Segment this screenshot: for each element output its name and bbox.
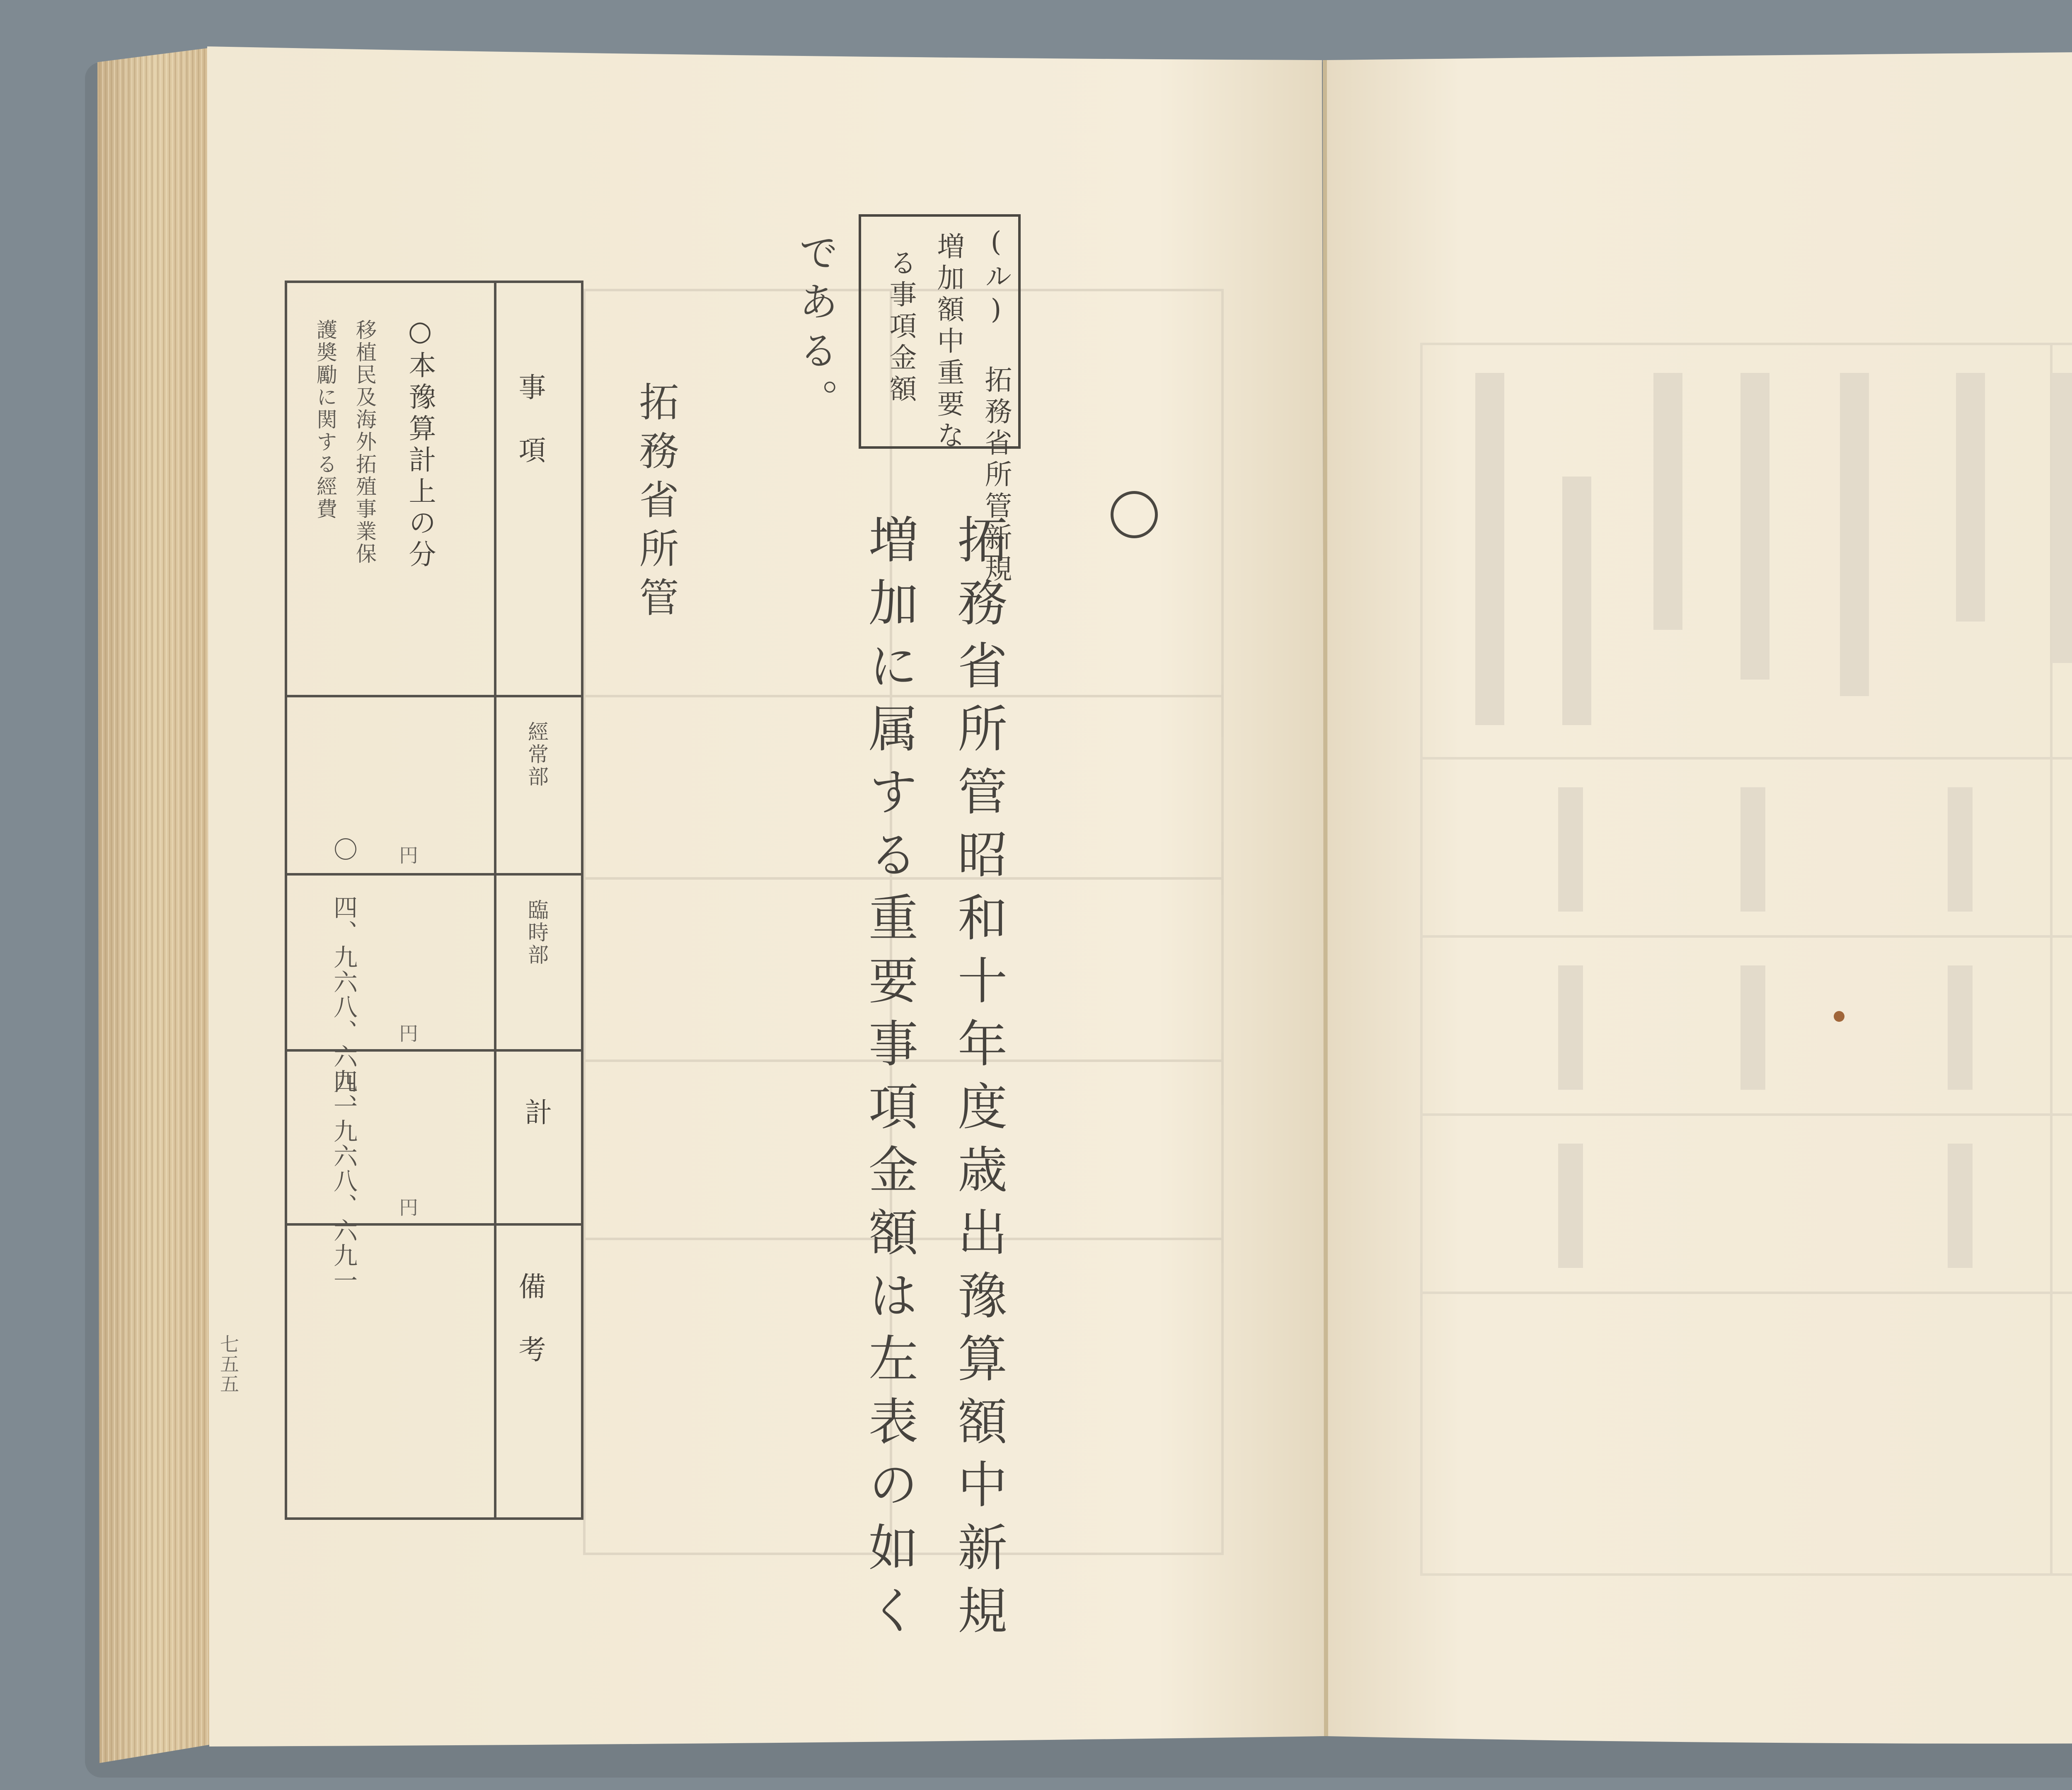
box-heading-line-2: 増加額中重要な bbox=[932, 232, 964, 452]
box-heading-line-3: る事項金額 bbox=[885, 249, 917, 406]
value-temporary: 四、九六八、六九一 bbox=[329, 895, 358, 1119]
yen-temporary: 円 bbox=[396, 1023, 419, 1043]
desc-line-1: 拓務省所管昭和十年度歳出豫算額中新規 bbox=[949, 514, 1007, 1647]
yen-ordinary: 円 bbox=[396, 845, 419, 865]
circle-mark bbox=[1111, 491, 1158, 538]
box-heading-line-1: (ル) 拓務省所管新規 bbox=[980, 226, 1012, 586]
yen-total: 円 bbox=[396, 1197, 419, 1217]
header-item: 事 項 bbox=[514, 373, 546, 467]
paper-stain bbox=[1834, 1011, 1844, 1022]
value-ordinary: 〇 bbox=[329, 837, 358, 862]
item-label-line-1: 移植民及海外拓殖事業保 bbox=[353, 319, 377, 565]
header-temporary: 臨時部 bbox=[525, 899, 549, 966]
item-label-line-2: 護奬勵に関する經費 bbox=[313, 319, 337, 520]
header-remarks: 備 考 bbox=[514, 1272, 546, 1367]
ministry-heading: 拓務省所管 bbox=[633, 381, 679, 626]
section-label: ○本豫算計上の分 bbox=[404, 315, 436, 571]
value-total: 四、九六八、六九一 bbox=[329, 1069, 358, 1293]
desc-ending: である。 bbox=[792, 232, 839, 428]
header-total: 計 bbox=[520, 1098, 552, 1130]
left-folio: 七五五 bbox=[217, 1334, 240, 1394]
header-ordinary: 經常部 bbox=[525, 721, 549, 788]
desc-line-2: 増加に属する重要事項金額は左表の如く bbox=[860, 514, 918, 1647]
